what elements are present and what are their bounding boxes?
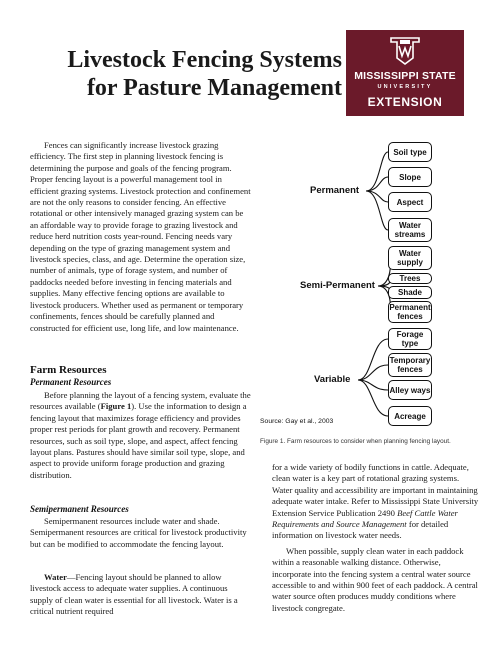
water-section <box>30 572 252 618</box>
seal-icon <box>388 36 422 66</box>
box-alley-ways: Alley ways <box>388 380 432 400</box>
box-temporary-fences: Temporary fences <box>388 353 432 377</box>
box-acreage: Acreage <box>388 406 432 426</box>
permanent-resources-section <box>30 390 252 481</box>
water-paragraph <box>30 572 252 618</box>
figure-source: Source: Gay et al., 2003 <box>260 418 334 425</box>
box-shade: Shade <box>388 286 432 299</box>
box-permanent-fences: Permanent fences <box>389 303 431 321</box>
permanent-resources-heading: Permanent Resources <box>30 377 112 387</box>
document-title <box>52 46 342 102</box>
semipermanent-paragraph: Semipermanent resources include water and shade. Semipermanent resources are critical for livestock productivity but can be modified to accommodate the fencing layout. <box>30 516 247 549</box>
semipermanent-resources-section <box>30 516 252 550</box>
logo-line-1: MISSISSIPPI STATE <box>354 70 456 82</box>
connector-2-0 <box>358 339 388 380</box>
semipermanent-resources-heading: Semipermanent Resources <box>30 504 129 514</box>
water-text: —Fencing layout should be planned to allow livestock access to adequate water supplies. A continuous supply of clean water is essential for all livestock. Water is a critical nutrient required <box>30 572 238 617</box>
farm-resources-heading: Farm Resources <box>30 364 107 376</box>
intro-paragraph: Fences can significantly increase livestock grazing efficiency. The first step in planning livestock fencing is determining the purpose and goals of the fencing program. Proper fencing layout is a powerful management tool in efficient grazing systems. Livestock protection and confinement are not the only reasons to consider fencing. An effective rotational or other intensively managed grazing system can be an affordable way to provide forage to grazing livestock and reduce herd nutrition costs year-round. Fencing needs vary depending on the type of grazing management system and livestock species, class, and age. Determine the operation size, number of animals, type of forage system, and number of paddocks needed before investing in fencing materials and supplies. Many effective fencing options are available to livestock producers. Whether used as permanent or temporary confinements, fences should be carefully planned and constructed for efficient use, long life, and low maintenance. <box>30 140 251 333</box>
permanent-resources-paragraph <box>30 390 252 481</box>
box-water-streams: Water streams <box>388 218 432 242</box>
connector-0-2 <box>366 191 388 202</box>
box-soil-type: Soil type <box>388 142 432 162</box>
p1-text-b: for detailed information on livestock water needs. <box>272 519 449 541</box>
category-permanent: Permanent <box>310 185 360 196</box>
msu-extension-logo <box>346 30 464 116</box>
category-variable: Variable <box>314 374 351 385</box>
connector-0-0 <box>366 152 388 191</box>
box-slope: Slope <box>388 167 432 187</box>
water-needs-paragraph <box>272 462 480 542</box>
right-column <box>272 462 480 614</box>
intro-section <box>30 140 252 334</box>
permanent-text-b: ). Use the information to design a fencing layout that maximizes forage efficiency and provides proper rest periods for plant growth and recovery. Permanent resources, such as soil type, slope, and aspect, affect fencing layout plans. Pastures should have similar soil type, slope, and aspect to provide uniform forage production and grazing distribution. <box>30 401 247 480</box>
box-water-supply: Water supply <box>388 246 432 270</box>
logo-line-3: EXTENSION <box>367 95 443 109</box>
publication-title: Beef Cattle Water Requirements and Source Management <box>272 507 458 530</box>
farm-resources-diagram <box>260 134 486 434</box>
permanent-text-a: Before planning the layout of a fencing system, evaluate the resources available ( <box>30 390 251 412</box>
box-forage-type: Forage type <box>388 328 432 350</box>
box-aspect: Aspect <box>388 192 432 212</box>
logo-line-2: UNIVERSITY <box>377 84 433 90</box>
connector-0-3 <box>366 191 388 230</box>
water-label: Water <box>44 572 67 582</box>
figure-reference: Figure 1 <box>100 401 132 412</box>
box-trees: Trees <box>388 273 432 284</box>
p1-text-a: for a wide variety of bodily functions in cattle. Adequate, clean water is a key part of rotational grazing systems. Water quality and accessibility are important in maintaining adequate water intake. Refer to Mississippi State University Extension Service Publication 2490 <box>272 462 479 518</box>
title-line-2: for Pasture Management <box>86 75 342 101</box>
water-source-paragraph: When possible, supply clean water in each paddock within a reasonable walking distance. Otherwise, incorporate into the fencing system a central water source accessible to and within 900 feet of each paddock. A central water source often produces muddy conditions where livestock congregate. <box>272 545 478 613</box>
figure-caption: Figure 1. Farm resources to consider when planning fencing layout. <box>260 438 451 445</box>
category-semi-permanent: Semi-Permanent <box>300 280 375 291</box>
title-line-1: Livestock Fencing Systems <box>67 47 342 73</box>
